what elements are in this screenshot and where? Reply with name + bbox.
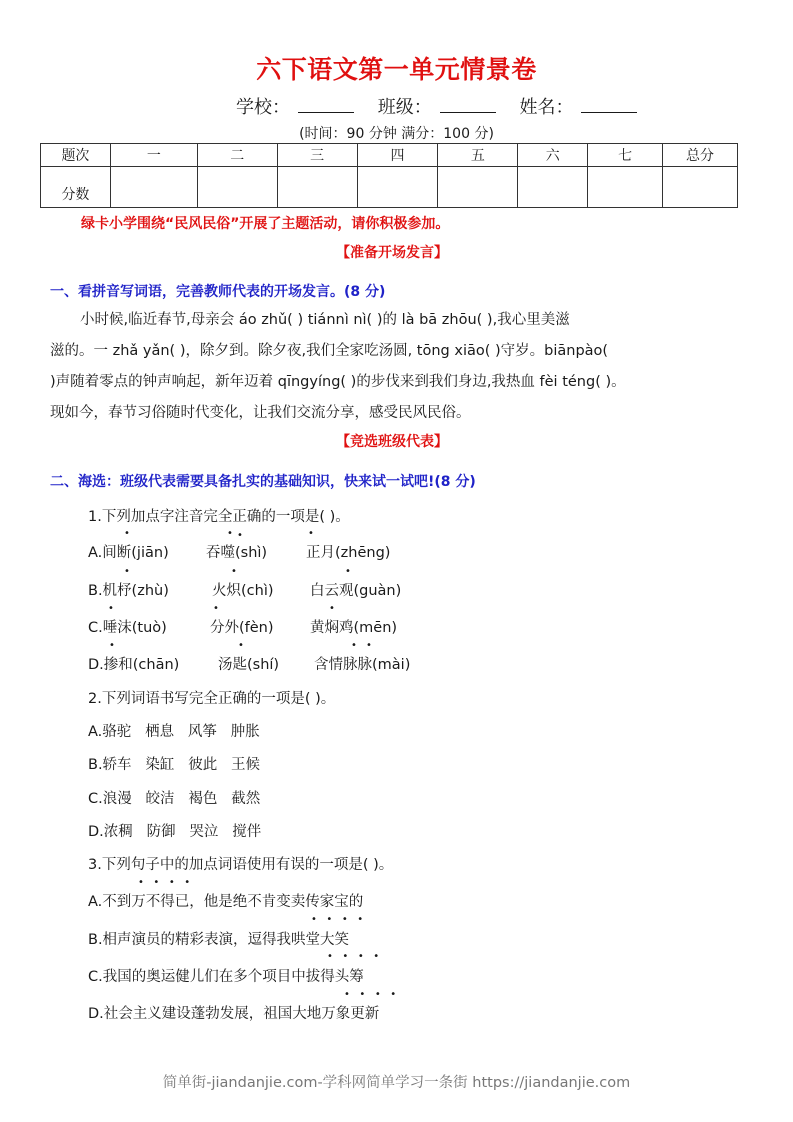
score-cell[interactable] [518,167,588,208]
header-cell: 一 [110,144,197,167]
emphasis-dot: • [345,566,351,577]
name-label: 姓名： [519,97,574,118]
q3-option-a[interactable]: A.不到万不得已，他是绝不肯变卖传家宝的 [88,894,364,910]
emphasis-dot: • [213,603,219,614]
emphasis-dot: • [366,640,372,651]
student-info [236,93,655,119]
emphasis-dot: • [308,528,314,539]
header-cell: 五 [438,144,518,167]
q1-option-b[interactable]: B.机杼(zhù) 火炽(chì) 白云观(guàn) [88,583,402,599]
name-blank[interactable] [581,94,637,113]
emphasis-dot: • [351,640,357,651]
school-blank[interactable] [298,94,354,113]
q2-option-b[interactable]: B.轿车 染缸 彼此 王候 [88,757,261,773]
stage-heading-opening: 【准备开场发言】 [336,245,448,261]
emphasis-dot: • [329,603,335,614]
table-score-row [41,167,738,208]
score-cell[interactable] [663,167,738,208]
emphasis-dot: • [227,528,233,539]
emphasis-dot: • [108,603,114,614]
q3-option-d[interactable]: D.社会主义建设蓬勃发展，祖国大地万象更新 [88,1006,380,1022]
score-cell[interactable] [110,167,197,208]
section1-paragraph [50,305,750,429]
q2-option-d[interactable]: D.浓稠 防御 哭泣 搅伴 [88,824,262,840]
header-cell: 题次 [41,144,111,167]
score-cell[interactable] [197,167,277,208]
school-label: 学校： [236,97,290,118]
q1-option-a[interactable]: A.间断(jiān) 吞噬(shì) 正月(zhēng) [88,545,391,561]
emphasis-dot: • [124,566,130,577]
header-cell: 三 [277,144,357,167]
section1-heading: 一、看拼音写词语，完善教师代表的开场发言。(8 分) [50,284,386,300]
q1-stem: 1.下列加点字注音完全正确的一项是( )。 [88,509,350,525]
header-cell: 七 [588,144,663,167]
q3-option-b[interactable]: B.相声演员的精彩表演，逗得我哄堂大笑 [88,932,350,948]
stage-heading-election: 【竞选班级代表】 [336,434,448,450]
header-cell: 二 [197,144,277,167]
score-cell[interactable] [438,167,518,208]
table-header-row [41,144,738,167]
class-label: 班级： [377,97,432,118]
q3-stem: 3.下列句子中的加点词语使用有误的一项是( )。 [88,857,394,873]
header-cell: 总分 [663,144,738,167]
score-cell[interactable] [588,167,663,208]
emphasis-dot: • • • • [311,914,364,925]
page-title: 六下语文第一单元情景卷 [256,55,537,84]
emphasis-dot: • [109,640,115,651]
score-table [40,143,738,208]
emphasis-dot: • • • • [138,877,191,888]
score-cell[interactable] [277,167,357,208]
q1-option-d[interactable]: D.掺和(chān) 汤匙(shí) 含情脉脉(mài) [88,657,411,673]
q1-option-c[interactable]: C.唾沫(tuò) 分外(fèn) 黄焖鸡(mēn) [88,620,398,636]
time-info: (时间：90 分钟 满分：100 分) [299,126,494,142]
emphasis-dot: • [231,566,237,577]
q2-stem: 2.下列词语书写完全正确的一项是( )。 [88,691,336,707]
score-cell[interactable] [357,167,438,208]
header-cell: 六 [518,144,588,167]
emphasis-dot: • [237,530,243,541]
intro-text: 绿卡小学围绕“民风民俗”开展了主题活动，请你积极参加。 [81,216,450,232]
section2-heading: 二、海选：班级代表需要具备扎实的基础知识，快来试一试吧!(8 分) [50,474,476,490]
q2-option-a[interactable]: A.骆驼 栖息 风筝 肿胀 [88,724,260,740]
emphasis-dot: • [124,528,130,539]
q3-option-c[interactable]: C.我国的奥运健儿们在多个项目中拔得头筹 [88,969,364,985]
paragraph-line: )声随着零点的钟声响起，新年迈着 qīngyíng( )的步伐来到我们身边,我热血 fèi téng( )。 [50,374,626,390]
paragraph-line: 现如今，春节习俗随时代变化，让我们交流分享，感受民风民俗。 [50,405,471,421]
paragraph-line: 小时候,临近春节,母亲会 áo zhǔ( ) tiánnì nì( )的 là bā zhōu( ),我心里美滋 [80,312,570,328]
footer-watermark: 简单街-jiandanjie.com-学科网简单学习一条街 https://jiandanjie.com [162,1075,631,1091]
emphasis-dot: • • • • [344,989,397,1000]
header-cell: 四 [357,144,438,167]
emphasis-dot: • [238,640,244,651]
class-blank[interactable] [440,94,496,113]
paragraph-line: 滋的。一 zhǎ yǎn( )，除夕到。除夕夜,我们全家吃汤圆, tōng xiāo( )守岁。biānpào( [50,343,609,359]
emphasis-dot: • • • • [327,951,380,962]
q2-option-c[interactable]: C.浪漫 皎洁 褐色 截然 [88,791,261,807]
row-label: 分数 [41,167,111,208]
